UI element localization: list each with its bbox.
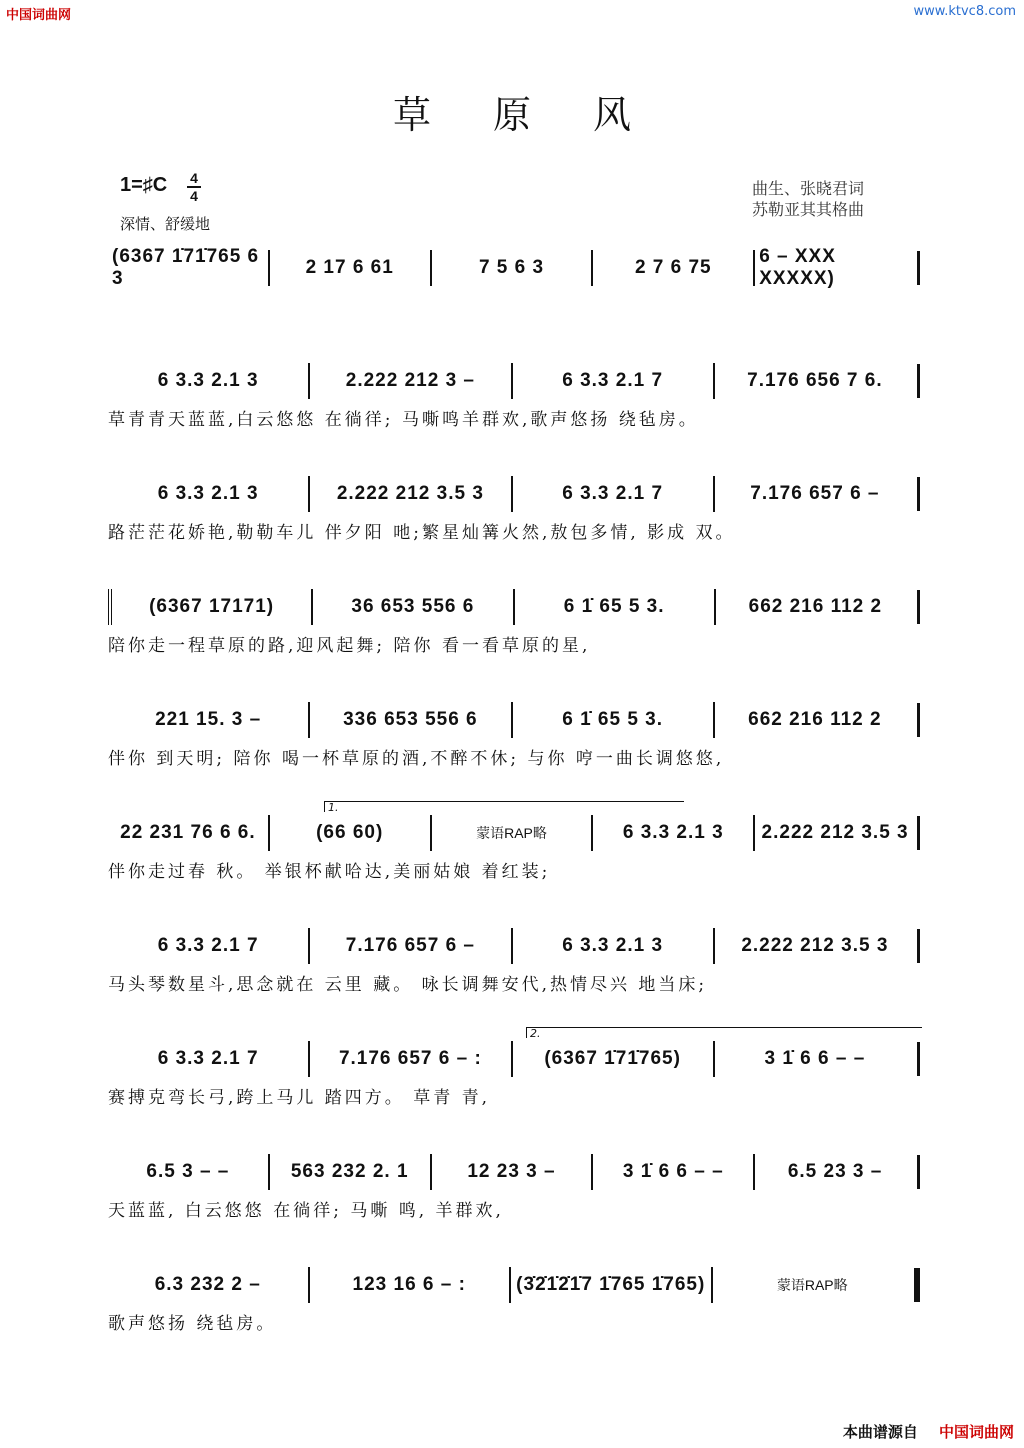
notation-line [108,1265,920,1305]
measure-notes: (6367 1̇71̇765 6 3 [112,246,260,289]
barline [917,703,920,737]
measure [308,702,510,738]
lyric-line: 草青青天蓝蓝,白云悠悠 在徜徉; 马嘶鸣羊群欢,歌声悠扬 绕毡房。 [108,410,699,430]
notation-line [108,813,920,853]
measure [511,363,713,399]
measure [753,1154,915,1190]
key-signature: 1=♯C [120,174,168,196]
measure-notes: 563 232 2. 1 [290,1161,409,1182]
measure [513,589,714,625]
measure-notes: 6 – XXX XXXXX) [759,246,836,289]
measure-notes: (3̇2̇1̇2̇1̇7 1̇765 1̇765) [516,1274,706,1295]
measure [268,815,430,851]
time-denominator: 4 [190,187,198,204]
measure [714,589,915,625]
measure [713,928,915,964]
measure [108,589,311,625]
measure [591,250,753,286]
measure-notes: 12 23 3 – [467,1161,556,1182]
measure [308,363,510,399]
measure-notes: 3 1̇ 6 6 – – [622,1161,724,1182]
barline [917,929,920,963]
time-numerator: 4 [190,170,198,186]
measure [511,476,713,512]
measure-notes: 蒙语RAP略 [776,1277,848,1293]
measure [509,1267,711,1303]
measure [311,589,512,625]
measure-notes: 2 17 6 61 [305,257,394,278]
measure [108,246,268,289]
measure-notes: 6 3.3 2.1 3 [622,822,724,843]
measure-notes: 6.5 23 3 – [787,1161,883,1182]
lyric-line: 路茫茫花娇艳,勒勒车儿 伴夕阳 吔;繁星灿篝火然,敖包多情, 影成 双。 [108,523,736,543]
measure [108,928,308,964]
notation-line [108,926,920,966]
measure [430,250,592,286]
measure [713,702,915,738]
measure-notes: 662 216 112 2 [748,596,883,617]
measure-notes: 2.222 212 3.5 3 [761,822,909,843]
measure-notes: 221 15. 3 – [155,709,262,730]
notation-line [108,474,920,514]
measure [430,1154,592,1190]
measure [108,476,308,512]
song-title: 草原风 [392,93,693,137]
measure [108,363,308,399]
measure [108,1267,308,1303]
measure-notes: 6 3.3 2.1 7 [157,1048,259,1069]
lyric-line: 赛搏克弯长弓,跨上马儿 踏四方。 草青 青, [108,1088,491,1108]
final-barline [914,1268,920,1302]
measure-notes: 6.5 3 – – [146,1161,230,1182]
lyric-line: 马头琴数星斗,思念就在 云里 藏。 咏长调舞安代,热情尽兴 地当床; [108,975,708,995]
measure [268,250,430,286]
measure [511,1041,713,1077]
measure [753,246,915,289]
measure-notes: 6 1̇ 65 5 3. [563,596,665,617]
measure [430,815,592,851]
measure-notes: (6367 17171) [149,596,275,617]
measure-notes: 2.222 212 3.5 3 [741,935,889,956]
measure-notes: 123 16 6 – : [352,1274,466,1295]
measure [713,1041,915,1077]
measure-notes: 蒙语RAP略 [476,825,547,841]
composer-credit: 苏勒亚其其格曲 [752,200,865,219]
measure [511,928,713,964]
tempo-marking: 深情、舒缓地 [120,215,211,233]
measure-notes: 6.3 232 2 – [154,1274,261,1295]
measure-notes: 6 3.3 2.1 7 [562,483,664,504]
notation-line [108,248,920,288]
measure-notes: 6 1̇ 65 5 3. [562,709,664,730]
notation-line [108,1152,920,1192]
measure [308,476,510,512]
lyricist-credit: 曲生、张晓君词 [752,179,865,198]
measure [591,815,753,851]
measure-notes: 2.222 212 3.5 3 [336,483,484,504]
lyric-line: 歌声悠扬 绕毡房。 [108,1314,277,1334]
measure [108,1154,268,1190]
measure [108,815,268,851]
measure-notes: 36 653 556 6 [351,596,475,617]
measure [308,928,510,964]
time-signature [187,171,201,203]
measure [753,815,915,851]
source-label: 本曲谱源自 [842,1423,918,1441]
notation-line [108,700,920,740]
barline [917,1155,920,1189]
volta-bracket: 1. [324,801,684,812]
source-site-link[interactable]: 中国词曲网 [938,1423,1014,1441]
measure [511,702,713,738]
footer-source [843,1421,1014,1442]
notation-line [108,361,920,401]
measure-notes: 6 3.3 2.1 3 [157,370,259,391]
barline [917,816,920,850]
measure-notes: 6 3.3 2.1 7 [562,370,664,391]
volta-bracket: 2. [526,1027,922,1038]
measure [591,1154,753,1190]
barline [917,1042,920,1076]
barline [917,364,920,398]
measure-notes: 6 3.3 2.1 3 [157,483,259,504]
site-url[interactable]: www.ktvc8.com [913,4,1016,19]
measure-notes: 7.176 657 6 – [345,935,475,956]
measure-notes: 6 3.3 2.1 7 [157,935,259,956]
measure [308,1041,510,1077]
measure [108,702,308,738]
measure [713,476,915,512]
measure-notes: 2 7 6 75 [634,257,712,278]
barline [917,590,920,624]
measure-notes: 662 216 112 2 [748,709,882,730]
lyric-line: 天蓝蓝, 白云悠悠 在徜徉; 马嘶 鸣, 羊群欢, [108,1201,504,1221]
barline [917,477,920,511]
measure-notes: 336 653 556 6 [343,709,478,730]
measure [713,363,915,399]
notation-line [108,1039,920,1079]
lyric-line: 伴你 到天明; 陪你 喝一杯草原的酒,不醉不休; 与你 哼一曲长调悠悠, [108,749,725,769]
credits [752,178,864,220]
measure-notes: 22 231 76 6 6. [120,822,256,843]
measure-notes: 2.222 212 3 – [345,370,475,391]
measure-notes: 3 1̇ 6 6 – – [764,1048,866,1069]
measure [108,1041,308,1077]
measure-notes: (66 60) [316,822,384,843]
measure-notes: 6 3.3 2.1 3 [562,935,664,956]
measure [268,1154,430,1190]
lyric-line: 陪你走一程草原的路,迎风起舞; 陪你 看一看草原的星, [108,636,591,656]
measure [711,1267,913,1303]
site-logo-text[interactable]: 中国词曲网 [6,8,72,23]
measure-notes: 7.176 656 7 6. [747,370,883,391]
barline [917,251,920,285]
measure-notes: 7 5 6 3 [478,257,545,278]
lyric-line: 伴你走过春 秋。 举银杯献哈达,美丽姑娘 着红装; [108,862,551,882]
measure-notes: 7.176 657 6 – : [338,1048,482,1069]
measure-notes: (6367 1̇71̇765) [544,1048,681,1069]
measure-notes: 7.176 657 6 – [750,483,880,504]
notation-line [108,587,920,627]
measure [308,1267,510,1303]
